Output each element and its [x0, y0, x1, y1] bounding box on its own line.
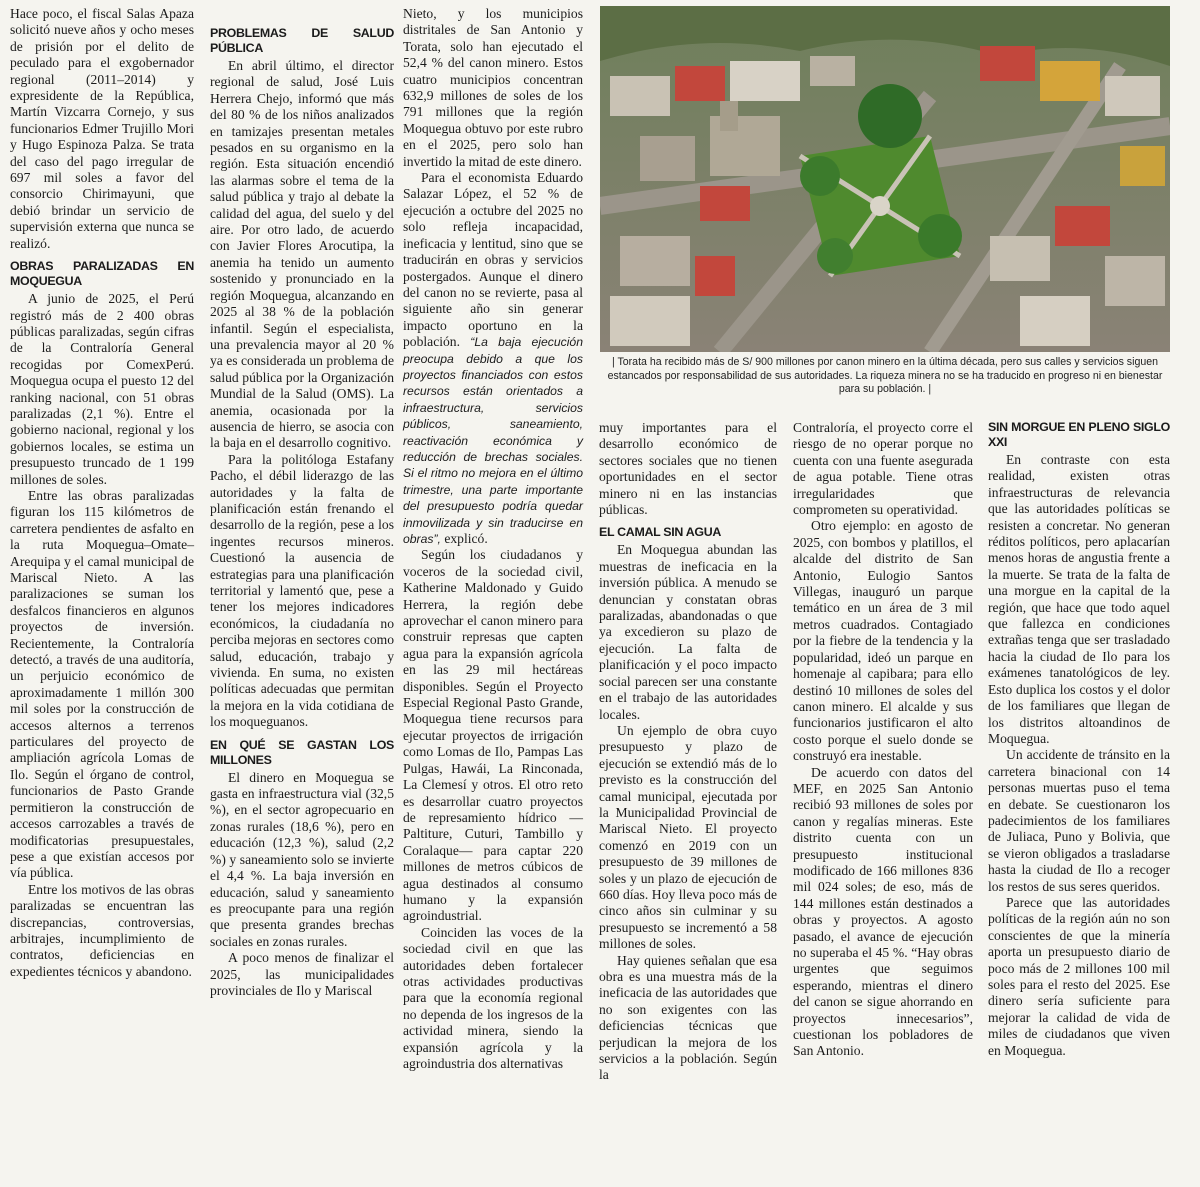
- article-column-1: [10, 6, 194, 980]
- section-heading-obras-paralizadas: OBRAS PARALIZADAS EN MOQUEGUA: [10, 259, 194, 289]
- paragraph: Coinciden las voces de la sociedad civil en que las autoridades deben fortalecer otras actividades productivas para que la economía regional no dependa de los ingresos de la actividad minera, siendo la expansión agrícola y la agroindustria dos alternativas: [403, 924, 583, 1071]
- paragraph: [403, 170, 583, 547]
- quote-text: “La baja ejecución preocupa debido a que los proyectos financiados con estos recursos están orientados a infraestructura, servicios públicos, saneamiento, reactivación económica y reducción de brechas sociales. Si el ritmo no mejora en el último trimestre, una parte importante del presupuesto podría quedar inmovilizada y sin traducirse en obras”,: [403, 335, 583, 546]
- aerial-town-illustration: [600, 6, 1170, 352]
- paragraph: Un ejemplo de obra cuyo presupuesto y plazo de ejecución se extendió más de lo previsto es la construcción del camal municipal, ejecutada por la Municipalidad Provincial de Mariscal Nieto. El proyecto comenzó en 2019 con un presupuesto de 39 millones de soles y un plazo de ejecución de 660 días. Hoy lleva poco más de cinco años sin culminar y su presupuesto se incrementó a 58 millones de soles.: [599, 722, 777, 952]
- section-heading-morgue: SIN MORGUE EN PLENO SIGLO XXI: [988, 420, 1170, 449]
- paragraph: Contraloría, el proyecto corre el riesgo de no operar porque no cuenta con una fuente asegurada de agua potable. Tiene otras irregularidades que comprometen su operatividad.: [793, 420, 973, 518]
- paragraph: Un accidente de tránsito en la carretera binacional con 14 personas muertas puso el tema en debate. Se cuestionaron los padecimientos de los familiares de Juliaca, Puno y Bolivia, que se vieron obligados a trasladarse hasta la ciudad de Ilo a recoger los restos de sus seres queridos.: [988, 747, 1170, 894]
- paragraph: Parece que las autoridades políticas de la región aún no son conscientes de que la minería aporta un presupuesto diario de poco más de 2 millones 100 mil soles para el resto del 2025. Ese dinero sería suficiente para mejorar la calidad de vida de miles de ciudadanos que viven en Moquegua.: [988, 894, 1170, 1058]
- paragraph: A junio de 2025, el Perú registró más de 2 400 obras públicas paralizadas, según cifras de la Contraloría General recogidas por ComexPerú. Moquegua ocupa el puesto 12 del ranking nacional, con 51 obras paralizadas (2,1 %). Entre el gobierno nacional, regional y los gobiernos locales, se estima un presupuesto truncado de 1 199 millones de soles.: [10, 291, 194, 487]
- section-heading-camal: EL CAMAL SIN AGUA: [599, 525, 722, 540]
- section-heading-salud-publica: PROBLEMAS DE SALUD PÚBLICA: [210, 26, 394, 55]
- article-column-5: [793, 420, 973, 1060]
- paragraph: Hace poco, el fiscal Salas Apaza solicitó nueve años y ocho meses de prisión por el delito de peculado para el exgobernador regional (2011–2014) y expresidente de la República, Martín Vizcarra Cornejo, y sus funcionarios Edmer Trujillo Mori y Hugo Espinoza Palza. Se trata del caso del pago irregular de 697 mil soles a favor del consorcio Chirimayuni, que debió brindar un servicio de supervisión externa que nunca se realizó.: [10, 6, 194, 251]
- section-heading-millones: EN QUÉ SE GASTAN LOS MILLONES: [210, 737, 394, 767]
- paragraph: Otro ejemplo: en agosto de 2025, con bombos y platillos, el alcalde del distrito de San Antonio, Eulogio Santos Villegas, inauguró un parque temático en un área de 3 mil metros cuadrados. Contagiado por la fiebre de la tendencia y la popularidad, ideó un parque en homenaje al capibara; para ello destinó 10 millones de soles del canon minero. El alcalde y sus funcionarios justificaron el alto costo porque el suelo donde se construyó era inestable.: [793, 518, 973, 764]
- paragraph-text: Para el economista Eduardo Salazar López, el 52 % de ejecución a octubre del 2025 no solo refleja incapacidad, ineficacia y lentitud, sino que se traducirán en obras y servicios postergados. Aunque el dinero del canon no se revierte, pasa al siguiente año sin generar impacto oportuno en la población.: [403, 170, 583, 350]
- paragraph: A poco menos de finalizar el 2025, las municipalidades provinciales de Ilo y Mariscal: [210, 950, 394, 998]
- paragraph: Hay quienes señalan que esa obra es una muestra más de la ineficacia de las autoridades que no son exigentes con las deficiencias técnicas que perjudican la mejora de los servicios a la población. Según la: [599, 952, 777, 1083]
- article-column-3: [403, 6, 583, 1072]
- article-column-4: [599, 420, 777, 1084]
- paragraph: En contraste con esta realidad, existen otras infraestructuras de relevancia que las autoridades políticas se resisten a concretar. No generan réditos políticos, pero aplacarían menos horas de angustia frente a la muerte. Se trata de la falta de una morgue en la capital de la región, que hace que todo aquel que fallezca en condiciones extrañas tenga que ser trasladado hacia la ciudad de Ilo para los exámenes tanatológicos de ley. Esto duplica los costos y el dolor de los familiares que llegan de los distritos altoandinos de Moquegua.: [988, 452, 1170, 746]
- paragraph: muy importantes para el desarrollo económico de sectores sociales que no tienen oportunidades en el sector minero ni en las instancias públicas.: [599, 420, 777, 518]
- article-column-6: [988, 420, 1170, 1059]
- photo-caption: | Torata ha recibido más de S/ 900 millones por canon minero en la última década, pero sus calles y servicios siguen estancados por responsabilidad de sus autoridades. La riqueza minera no se ha traducido en progreso ni en bienestar para su población. |: [607, 356, 1163, 395]
- aerial-photo-torata: [600, 6, 1170, 352]
- paragraph-text: explicó.: [444, 531, 488, 546]
- paragraph: El dinero en Moquegua se gasta en infraestructura vial (32,5 %), en el sector agropecuario en zonas rurales (18,6 %), pero en educación (12,3 %), salud (2,2 %) y saneamiento solo se invierte el 4,4 %. La baja inversión en educación, salud y saneamiento es preocupante para una región que presenta grandes brechas sociales en zonas rurales.: [210, 769, 394, 949]
- paragraph: Nieto, y los municipios distritales de San Antonio y Torata, solo han ejecutado el 52,4 % del canon minero. Estos cuatro municipios concentran 632,9 millones de soles de los 791 millones que la región Moquegua obtuvo por este rubro en el 2025, pero solo han invertido la mitad de este dinero.: [403, 6, 583, 169]
- article-column-2: [210, 6, 394, 999]
- paragraph: Entre los motivos de las obras paralizadas se encuentran las discrepancias, controversias, arbitrajes, incumplimiento de contratos, deficiencias en expedientes técnicos y abandono.: [10, 881, 194, 979]
- paragraph: Entre las obras paralizadas figuran los 115 kilómetros de carretera pendientes de asfalto en la ruta Moquegua–Omate–Arequipa y el camal municipal de Mariscal Nieto. A las paralizaciones se suman los desfalcos financieros en algunos proyectos de inversión. Recientemente, la Contraloría detectó, a través de una auditoría, un perjuicio económico de aproximadamente 1 millón 300 mil soles por la construcción de accesos alternos a terrenos particulares del proyecto de ampliación agrícola Lomas de Ilo. Según el órgano de control, funcionarios de Pasto Grande permitieron la construcción de accesos carrozables a través de modificatorias presupuestales, pese a que existían accesos por vía pública.: [10, 487, 194, 881]
- paragraph: En Moquegua abundan las muestras de ineficacia en la inversión pública. A menudo se denuncian y constatan obras paralizadas, abandonadas o que ya excedieron su plazo de ejecución. La falta de planificación y el poco impacto social parecen ser una constante en el trabajo de las autoridades locales.: [599, 542, 777, 722]
- paragraph: Para la politóloga Estafany Pacho, el débil liderazgo de las autoridades y la falta de planificación están frenando el desarrollo de la región, pese a los ingentes recursos mineros. Cuestionó la ausencia de estrategias para una planificación territorial y lamentó que, pese a tener los mejores indicadores económicos, la ciudadanía no perciba mejoras en sectores como salud, educación, trabajo y vivienda. En suma, no existen políticas adecuadas que permitan la mejora en la vida cotidiana de los moqueguanos.: [210, 451, 394, 730]
- paragraph: De acuerdo con datos del MEF, en 2025 San Antonio recibió 93 millones de soles por canon y regalías mineras. Este distrito cuenta con un presupuesto institucional modificado de 166 millones 836 mil 024 soles; de eso, más de 144 millones están destinados a obras y proyectos. A agosto pasado, el avance de ejecución no superaba el 45 %. “Hay obras urgentes que seguimos esperando, mientras el dinero del canon se sigue ahorrando en proyectos innecesarios”, cuestionan los pobladores de San Antonio.: [793, 764, 973, 1059]
- paragraph: En abril último, el director regional de salud, José Luis Herrera Chejo, informó que más del 80 % de los niños analizados en tamizajes presentan metales pesados en su organismo en la región. Esta situación encendió las alarmas sobre el tema de la salud pública y trajo al debate la calidad del agua, del suelo y del aire. Por otro lado, de acuerdo con Javier Flores Arocutipa, la anemia ha tenido un aumento sostenido y pronunciado en la región Moquegua, alcanzando en 2025 al 38 % de la población infantil. Según el especialista, una prevalencia mayor al 20 % ya es considerada un problema de salud pública por la Organización Mundial de la Salud (OMS). La anemia, ocasionada por la ausencia de hierro, se asocia con la baja en el desarrollo cognitivo.: [210, 58, 394, 451]
- paragraph: Según los ciudadanos y voceros de la sociedad civil, Katherine Maldonado y Guido Herrera, la región debe aprovechar el canon minero para construir represas que capten agua para la expansión agrícola en las 29 mil hectáreas disponibles. Según el Proyecto Especial Regional Pasto Grande, Moquegua tiene recursos para ejecutar proyectos de irrigación como Lomas de Ilo, Pampas Las Pulgas, Hawái, La Rinconada, La Clemesí y otros. El otro reto es desarrollar cuatro proyectos de represamiento hídrico —Paltiture, Cuturi, Tambillo y Coralaque— para captar 220 millones de metros cúbicos de agua destinados al consumo humano y la expansión agroindustrial.: [403, 547, 583, 924]
